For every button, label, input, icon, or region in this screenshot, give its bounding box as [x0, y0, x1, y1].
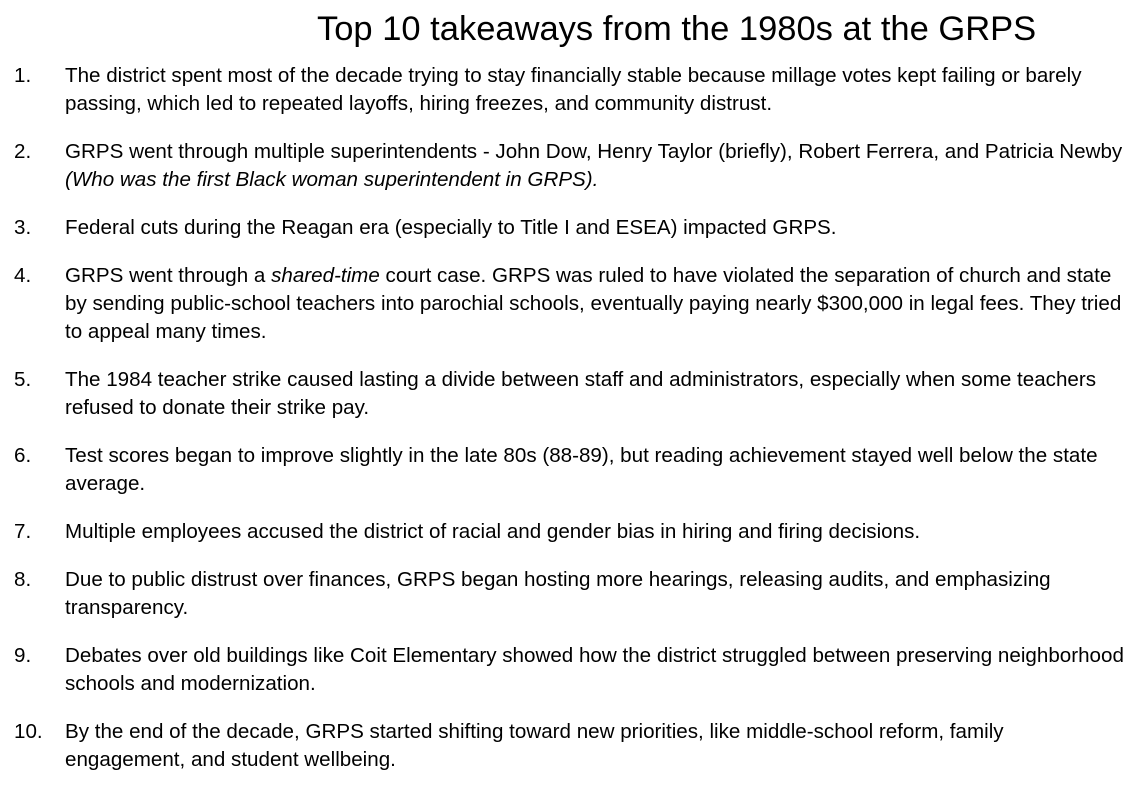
item-text: The 1984 teacher strike caused lasting a divide between staff and administrators, especially when some teachers refused to donate their strike pay.	[65, 368, 1097, 419]
item-number: 10.	[14, 720, 43, 743]
item-number: 1.	[14, 64, 32, 87]
item-number: 2.	[14, 140, 32, 163]
item-number: 6.	[14, 444, 32, 467]
list-item	[0, 62, 1146, 118]
item-text: The district spent most of the decade trying to stay financially stable because millage votes kept failing or barely passing, which led to repeated layoffs, hiring freezes, and community distrust.	[65, 64, 1082, 115]
takeaways-list	[0, 62, 1146, 794]
list-item	[0, 642, 1146, 698]
item-text: GRPS went through multiple superintendents - John Dow, Henry Taylor (briefly), Robert Ferrera, and Patricia Newby	[65, 140, 1123, 163]
item-number: 8.	[14, 568, 32, 591]
item-text: GRPS went through a	[65, 264, 272, 287]
item-text: Due to public distrust over finances, GRPS began hosting more hearings, releasing audits, and emphasizing transparency.	[65, 568, 1051, 619]
list-item	[0, 518, 1146, 546]
item-text: Debates over old buildings like Coit Elementary showed how the district struggled between preserving neighborhood schools and modernization.	[65, 644, 1124, 695]
item-text: Multiple employees accused the district of racial and gender bias in hiring and firing decisions.	[65, 520, 921, 543]
list-item	[0, 214, 1146, 242]
item-text-italic: shared-time	[271, 264, 380, 287]
item-number: 5.	[14, 368, 32, 391]
item-text: By the end of the decade, GRPS started shifting toward new priorities, like middle-school reform, family engagement, and student wellbeing.	[65, 720, 1004, 771]
item-text: Federal cuts during the Reagan era (especially to Title I and ESEA) impacted GRPS.	[65, 216, 837, 239]
item-text-continued: court case. GRPS was ruled to have violated the separation of church and state by sending public-school teachers into parochial schools, eventually paying nearly $300,000 in legal fees. They tried to appeal many times.	[65, 264, 1122, 343]
page-title: Top 10 takeaways from the 1980s at the GRPS	[317, 10, 1037, 48]
item-number: 9.	[14, 644, 32, 667]
list-item	[0, 366, 1146, 422]
list-item	[0, 718, 1146, 774]
list-item	[0, 262, 1146, 346]
item-text: Test scores began to improve slightly in the late 80s (88-89), but reading achievement stayed well below the state average.	[65, 444, 1098, 495]
item-number: 4.	[14, 264, 32, 287]
list-item	[0, 442, 1146, 498]
item-number: 7.	[14, 520, 32, 543]
list-item	[0, 138, 1146, 194]
item-number: 3.	[14, 216, 32, 239]
list-item	[0, 566, 1146, 622]
item-text-italic: (Who was the first Black woman superintendent in GRPS).	[65, 168, 599, 191]
